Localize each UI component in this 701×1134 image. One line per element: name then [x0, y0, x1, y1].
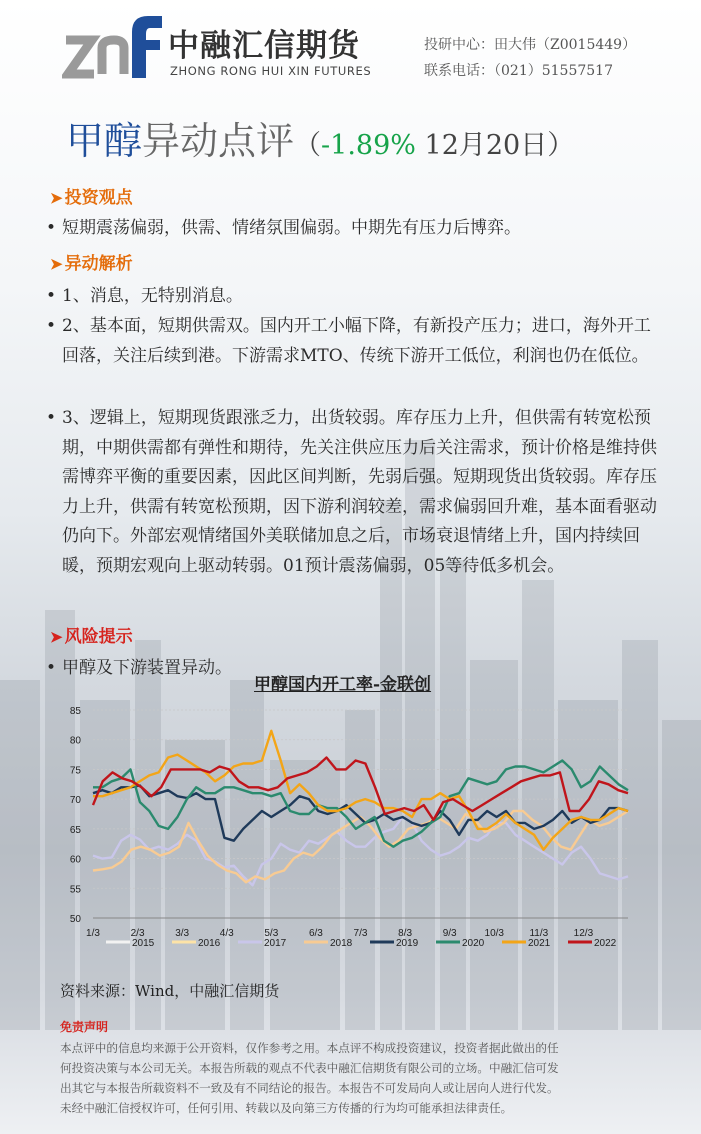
arrow-icon: ➤	[50, 189, 63, 207]
disclaimer-line: 出其它与本报告所载资料不一致及有不同结论的报告。本报告不可发局向人或让居向人进行代发。	[60, 1081, 559, 1095]
analysis-bullet-3: • 3、逻辑上，短期现货跟涨乏力，出货较弱。库存压力上升，但供需有转宽松预期，中期供需都有弹性和期待，先关注供应压力后关注需求，预计价格是维持供需博弈平衡的重要因素，因此区间判断，先弱后强。短期现货出货较弱。库存压力上升，供需有转宽松预期，因下游利润较差，需求偏弱回升难，基本面看驱动仍向下。外部宏观情绪国外美联储加息之后，市场衰退情绪上升，国内持续回暖，预期宏观向上驱动转弱。01预计震荡偏弱，05等待低多机会。	[46, 404, 658, 581]
legend-label: 2016	[198, 938, 221, 949]
bullet-icon: •	[46, 658, 57, 678]
x-tick-label: 1/3	[86, 928, 100, 939]
legend-label: 2018	[330, 938, 353, 949]
y-tick-label: 70	[69, 795, 81, 807]
title-product: 甲醇	[66, 119, 143, 163]
x-tick-label: 5/3	[264, 928, 279, 939]
y-tick-label: 80	[69, 735, 81, 747]
x-tick-label: 6/3	[308, 928, 323, 939]
x-tick-label: 3/3	[175, 928, 190, 939]
y-tick-label: 85	[69, 706, 81, 717]
arrow-icon: ➤	[50, 255, 63, 273]
legend-label: 2021	[528, 938, 551, 949]
x-tick-label: 10/3	[484, 928, 504, 939]
chart-title: 甲醇国内开工率-金联创	[254, 675, 432, 695]
disclaimer-line: 何投资决策与本公司无关。本报告所载的观点不代表中融汇信期货有限公司的立场。中融汇信可发	[60, 1061, 559, 1075]
bullet-icon: •	[46, 218, 57, 238]
bullet-icon: •	[46, 316, 57, 336]
x-tick-label: 2/3	[130, 928, 145, 939]
disclaimer-line: 未经中融汇信授权许可，任何引用、转载以及向第三方传播的行为均可能承担法律责任。	[60, 1101, 513, 1115]
x-tick-label: 8/3	[398, 928, 413, 939]
section-heading-risk: ➤ 风险提示	[50, 627, 133, 647]
y-tick-label: 50	[69, 914, 81, 925]
phone-contact: 联系电话：（021）51557517	[424, 63, 613, 79]
title-open-paren: （	[294, 130, 322, 161]
brand-name-en: ZHONG RONG HUI XIN FUTURES	[170, 64, 372, 78]
x-tick-label: 4/3	[219, 928, 234, 939]
x-tick-label: 9/3	[442, 928, 457, 939]
x-tick-label: 11/3	[529, 928, 549, 939]
analysis-bullet-1: • 1、消息，无特别消息。	[46, 282, 658, 312]
disclaimer-line: 本点评中的信息均来源于公开资料，仅作参考之用。本点评不构成投资建议，投资者据此做出的任	[60, 1041, 559, 1055]
analyst-contact: 投研中心：田大伟（Z0015449）	[424, 37, 637, 53]
legend-label: 2022	[594, 938, 617, 949]
page-title	[66, 110, 574, 165]
section-heading-analysis: ➤ 异动解析	[50, 254, 133, 274]
brand-name-cn: 中融汇信期货	[168, 28, 360, 64]
legend-label: 2019	[396, 938, 419, 949]
legend-label: 2020	[462, 938, 485, 949]
title-date: 12月20日）	[415, 130, 575, 161]
legend-label: 2017	[264, 938, 287, 949]
risk-bullet: • 甲醇及下游装置异动。	[46, 654, 658, 684]
disclaimer-title: 免责声明	[60, 1020, 109, 1034]
series-line-2022	[93, 758, 628, 820]
y-tick-label: 60	[69, 854, 81, 866]
arrow-icon: ➤	[50, 628, 63, 646]
price-change: -1.89%	[321, 130, 416, 161]
legend-label: 2015	[132, 938, 155, 949]
y-tick-label: 55	[69, 884, 81, 896]
title-topic: 异动点评	[142, 119, 295, 163]
bullet-icon: •	[46, 408, 57, 428]
y-tick-label: 65	[69, 824, 81, 836]
analysis-bullet-2: • 2、基本面，短期供需双。国内开工小幅下降，有新投产压力；进口，海外开工回落，关注后续到港。下游需求MTO、传统下游开工低位，利润也仍在低位。	[46, 312, 658, 371]
view-bullet: • 短期震荡偏弱，供需、情绪氛围偏弱。中期先有压力后博弈。	[46, 214, 658, 244]
operating-rate-chart	[58, 700, 648, 950]
company-logo-mark	[62, 12, 166, 82]
bullet-icon: •	[46, 286, 57, 306]
data-source: 资料来源：Wind，中融汇信期货	[60, 982, 280, 1000]
y-tick-label: 75	[69, 765, 81, 777]
section-heading-view: ➤ 投资观点	[50, 188, 133, 208]
disclaimer-text	[60, 1038, 640, 1118]
x-tick-label: 7/3	[353, 928, 368, 939]
x-tick-label: 12/3	[573, 928, 594, 939]
